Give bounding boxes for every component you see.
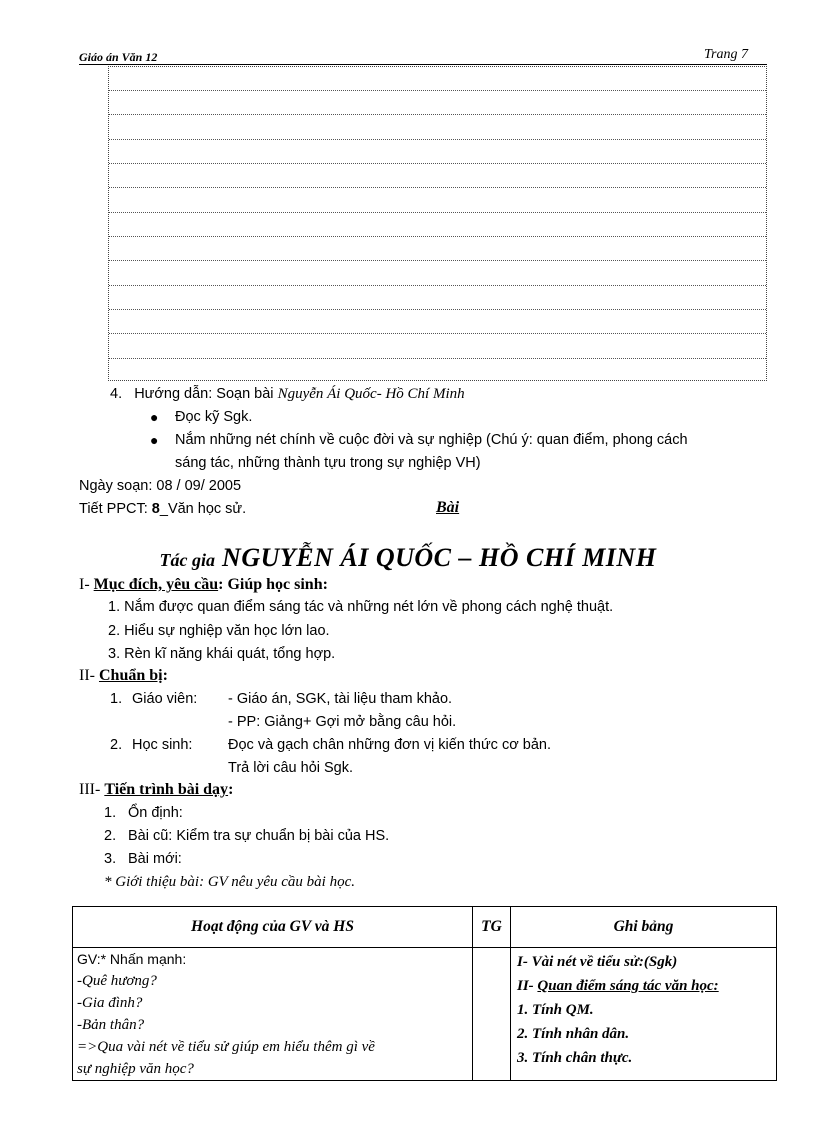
section-2-heading xyxy=(79,667,168,685)
objective-2: 2. Hiểu sự nghiệp văn học lớn lao. xyxy=(108,623,330,639)
step-1-number: 1. xyxy=(104,805,117,821)
teacher-item-1: - Giáo án, SGK, tài liệu tham khảo. xyxy=(228,691,453,707)
section-3-roman: III- xyxy=(79,781,105,798)
homework-bullet-2-cont: sáng tác, những thành tựu trong sự nghiệp VH) xyxy=(175,455,481,471)
bullet-dot-icon: ● xyxy=(150,409,159,425)
homework-line xyxy=(110,385,465,403)
lesson-title-prefix: Tác gia xyxy=(159,550,216,570)
lesson-period-number: 8 xyxy=(151,501,160,517)
objective-1: 1. Nắm được quan điểm sáng tác và những nét lớn về phong cách nghệ thuật. xyxy=(108,599,614,615)
step-2-number: 2. xyxy=(104,828,117,844)
lesson-period xyxy=(79,500,246,518)
teacher-label: Giáo viên: xyxy=(132,691,198,707)
table-row xyxy=(73,948,777,1081)
lined-notes-box xyxy=(108,66,767,381)
bullet-dot-icon: ● xyxy=(150,432,159,448)
teacher-number: 1. xyxy=(110,691,123,707)
lesson-intro: * Giới thiệu bài: GV nêu yêu cầu bài học. xyxy=(104,874,356,890)
header-doc-title: Giáo án Văn 12 xyxy=(79,50,158,64)
header-activities: Hoạt động của GV và HS xyxy=(73,907,473,948)
preparation-date: Ngày soạn: 08 / 09/ 2005 xyxy=(79,478,242,494)
table-header-row xyxy=(73,907,777,948)
step-1: Ổn định: xyxy=(128,805,183,821)
activity-line: sự nghiệp văn học? xyxy=(77,1061,194,1077)
board-note: 3. Tính chân thực. xyxy=(517,1050,633,1066)
student-number: 2. xyxy=(110,737,123,753)
step-3: Bài mới: xyxy=(128,851,182,867)
board-note: 1. Tính QM. xyxy=(517,1002,594,1018)
section-2-roman: II- xyxy=(79,667,99,684)
board-note: I- Vài nét về tiểu sử:(Sgk) xyxy=(517,954,678,970)
board-note-roman: II- xyxy=(517,978,538,994)
lesson-period-prefix: Tiết PPCT: xyxy=(79,501,152,517)
header-rule xyxy=(79,64,767,65)
objective-3: 3. Rèn kĩ năng khái quát, tổng hợp. xyxy=(108,646,336,662)
board-note-heading: Quan điểm sáng tác văn học: xyxy=(537,978,719,994)
section-1-suffix: : Giúp học sinh: xyxy=(218,576,328,593)
activity-line: -Bản thân? xyxy=(77,1017,145,1033)
lesson-title xyxy=(0,543,816,573)
activity-line: -Quê hương? xyxy=(77,973,157,989)
board-note xyxy=(511,974,776,998)
board-note: 2. Tính nhân dân. xyxy=(517,1026,630,1042)
section-1-heading xyxy=(79,576,328,594)
student-item-1: Đọc và gạch chân những đơn vị kiến thức cơ bản. xyxy=(228,737,551,753)
section-3-heading xyxy=(79,781,233,799)
header-board-notes: Ghi bảng xyxy=(511,907,777,948)
student-item-2: Trả lời câu hỏi Sgk. xyxy=(228,760,354,776)
activity-line: GV:* Nhấn mạnh: xyxy=(77,951,187,967)
lesson-label: Bài xyxy=(436,499,460,516)
lesson-period-subject: _Văn học sử. xyxy=(159,501,247,517)
homework-number: 4. xyxy=(110,386,123,402)
time-cell xyxy=(473,948,511,1081)
section-3-title: Tiến trình bài dạy xyxy=(104,781,229,798)
homework-label: Hướng dẫn: Soạn bài xyxy=(134,386,274,402)
lesson-title-name: NGUYỄN ÁI QUỐC – HỒ CHÍ MINH xyxy=(222,543,657,572)
section-3-suffix: : xyxy=(228,781,234,798)
homework-bullet-2: Nắm những nét chính về cuộc đời và sự nghiệp (Chú ý: quan điểm, phong cách xyxy=(175,432,688,448)
header-page-number: Trang 7 xyxy=(704,47,748,62)
step-3-number: 3. xyxy=(104,851,117,867)
activities-cell xyxy=(73,948,473,1081)
step-2: Bài cũ: Kiểm tra sự chuẩn bị bài của HS. xyxy=(128,828,390,844)
teacher-item-2: - PP: Giảng+ Gợi mở bằng câu hỏi. xyxy=(228,714,457,730)
header-time: TG xyxy=(473,907,511,948)
homework-work-title: Nguyễn Ái Quốc- Hồ Chí Minh xyxy=(277,386,465,402)
section-1-roman: I- xyxy=(79,576,94,593)
homework-bullet-1: Đọc kỹ Sgk. xyxy=(175,409,253,425)
section-2-title: Chuẩn bị xyxy=(98,667,163,684)
board-notes-cell xyxy=(511,948,777,1081)
lesson-plan-table xyxy=(72,906,777,1081)
section-2-suffix: : xyxy=(162,667,168,684)
activity-line: =>Qua vài nét về tiểu sử giúp em hiểu thêm gì về xyxy=(77,1039,375,1055)
section-1-title: Mục đích, yêu cầu xyxy=(93,576,219,593)
activity-line: -Gia đình? xyxy=(77,995,143,1011)
student-label: Học sinh: xyxy=(132,737,193,753)
